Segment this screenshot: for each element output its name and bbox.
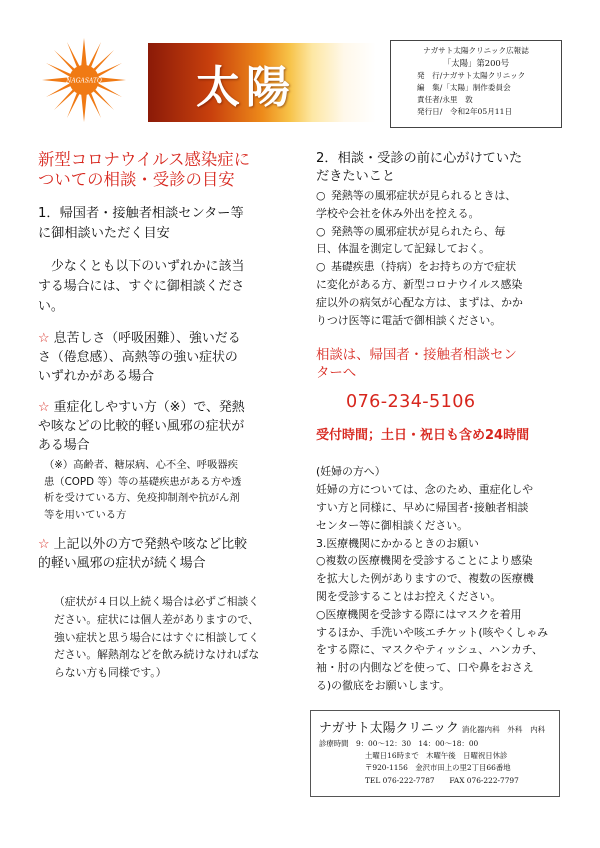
text-line: や咳などの比較的軽い風邪の症状が	[38, 419, 245, 434]
section1-heading	[38, 204, 288, 244]
circle-bullet-icon: ○	[316, 554, 326, 568]
publication-info-box	[390, 40, 562, 128]
text-line: 患（COPD 等）等の基礎疾患がある方や透	[44, 475, 242, 488]
heading-line: だきたいこと	[316, 169, 396, 184]
star-icon: ☆	[38, 537, 50, 552]
sun-logo	[42, 38, 126, 122]
text-line: 相談は、帰国者・接触者相談セン	[316, 348, 517, 364]
star-icon: ☆	[38, 400, 50, 415]
circle-bullet-icon: ○	[316, 224, 326, 238]
text-line: 学校や会社を休み外出を控える。	[316, 206, 480, 220]
precautions-list	[316, 187, 568, 329]
criteria-item-severe-symptoms	[38, 329, 288, 386]
article-title	[38, 150, 288, 190]
text-line: 発熱等の風邪症状が見られたら、毎	[331, 224, 506, 238]
text-line: る)の徹底をお願いします。	[316, 678, 451, 692]
text-line: 複数の医療機関を受診することにより感染	[325, 554, 533, 568]
heading-line: 1．帰国者・接触者相談センター等	[38, 206, 244, 221]
title-line: 新型コロナウイルス感染症に	[38, 150, 251, 169]
heading-line: 2．相談・受診の前に心がけていた	[316, 151, 523, 166]
intro-paragraph	[38, 257, 288, 317]
text-line: （※）高齢者、糖尿病、心不全、呼吸器疾	[44, 459, 238, 471]
text-line: 医療機関を受診する際にはマスクを着用	[325, 607, 522, 621]
text-line: 関を受診することはお控えください。	[316, 589, 502, 603]
circle-bullet-icon: ○	[316, 189, 326, 202]
masthead-banner	[148, 43, 376, 122]
text-line: 妊婦の方については、念のため、重症化しや	[316, 483, 534, 497]
text-line: を拡大した例がありますので、複数の医療機	[316, 572, 534, 586]
text-line: 上記以外の方で発熱や咳など比較	[53, 537, 248, 552]
text-line: 少なくとも以下のいずれかに該当	[51, 259, 245, 274]
clinic-info-box	[310, 710, 560, 797]
star-icon: ☆	[38, 331, 50, 346]
text-line: （症状が４日以上続く場合は必ずご相談く	[54, 595, 260, 608]
circle-bullet-icon: ○	[316, 260, 326, 274]
title-line: ついての相談・受診の目安	[38, 170, 235, 189]
criteria-item-high-risk	[38, 398, 288, 455]
publisher-line: 発 行/ナガサト太陽クリニック	[417, 70, 526, 80]
text-line: 的軽い風邪の症状が続く場合	[38, 556, 206, 571]
heading-line: に御相談いただく目安	[38, 226, 170, 241]
masthead-title: 太陽	[196, 62, 296, 113]
text-line: 症以外の病気が心配な方は、まずは、かか	[316, 295, 523, 309]
text-line: に変化がある方、新型コロナウイルス感染	[316, 277, 523, 291]
logo-text: NAGASATO	[66, 77, 102, 85]
pregnant-heading: (妊婦の方へ）	[316, 465, 386, 479]
closing-note	[38, 593, 288, 682]
publication-name: ナガサト太陽クリニック広報誌	[423, 46, 529, 55]
text-line: ださい。症状には個人差がありますので、	[54, 612, 259, 626]
right-column	[316, 150, 568, 695]
text-line: 息苦しさ（呼吸困難）、強いだる	[53, 331, 241, 346]
text-line: 等を用いている方	[44, 508, 127, 521]
clinic-contact: TEL 076-222-7787 FAX 076-222-7797	[365, 775, 519, 785]
text-line: 重症化しやすい方（※）で、発熱	[53, 400, 245, 415]
consult-center-notice	[316, 347, 568, 383]
text-line: い。	[38, 299, 64, 314]
text-line: ある場合	[38, 438, 90, 453]
high-risk-note	[38, 457, 288, 523]
reception-hours: 受付時間；土日・祝日も含め24時間	[316, 428, 530, 444]
circle-bullet-icon: ○	[316, 607, 326, 621]
issue-number: 「太陽」第200号	[442, 58, 510, 69]
consult-phone-number: 076-234-5106	[346, 392, 476, 413]
text-line: するほか、手洗いや咳エチケット(咳やくしゃみ	[316, 625, 548, 639]
clinic-hours: 診療時間 9：00～12：30 14：00～18：00	[319, 739, 479, 748]
section2-heading	[316, 150, 568, 186]
text-line: らない方も同様です。）	[54, 666, 167, 680]
text-line: 基礎疾患（持病）をお持ちの方で症状	[331, 260, 517, 274]
clinic-address: 〒920-1156 金沢市田上の里2丁目66番地	[365, 763, 511, 773]
text-line: 袖・肘の内側などを使って、口や鼻をおさえ	[316, 661, 534, 675]
text-line: する場合には、すぐに御相談くださ	[38, 279, 245, 294]
section3-heading: 3.医療機関にかかるときのお願い	[316, 536, 479, 550]
criteria-item-persistent-symptoms	[38, 535, 288, 573]
issue-date-line: 発行日/ 令和2年05月11日	[417, 107, 513, 117]
text-line: 発熱等の風邪症状が見られるときは、	[331, 189, 517, 202]
left-column	[38, 150, 288, 682]
text-line: すい方と同様に、早めに帰国者･接触者相談	[316, 500, 529, 514]
text-line: 析を受けている方、免疫抑制剤や抗がん剤	[44, 492, 240, 504]
text-line: いずれかがある場合	[38, 369, 155, 384]
medical-visit-list	[316, 552, 568, 694]
text-line: 日、体温を測定して記録しておく。	[316, 242, 491, 256]
clinic-name: ナガサト太陽クリニック	[319, 721, 459, 736]
clinic-departments: 消化器内科 外科 内科	[461, 725, 546, 734]
text-line: りつけ医等に電話で御相談ください。	[316, 313, 502, 327]
responsible-line: 責任者/永里 敦	[417, 95, 473, 105]
text-line: ターへ	[316, 366, 357, 382]
text-line: をする際に、マスクやティッシュ、ハンカチ、	[316, 643, 543, 657]
clinic-closed-days: 土曜日16時まで 木曜午後 日曜祝日休診	[365, 751, 508, 761]
pregnant-paragraph	[316, 481, 568, 534]
text-line: センター等に御相談ください。	[316, 518, 469, 532]
text-line: さ（倦怠感）、高熱等の強い症状の	[38, 350, 238, 365]
text-line: 強い症状と思う場合にはすぐに相談してく	[54, 630, 260, 644]
editor-line: 編 集/「太陽」制作委員会	[417, 82, 511, 92]
text-line: ださい。解熱剤などを飲み続けなければな	[54, 648, 260, 662]
